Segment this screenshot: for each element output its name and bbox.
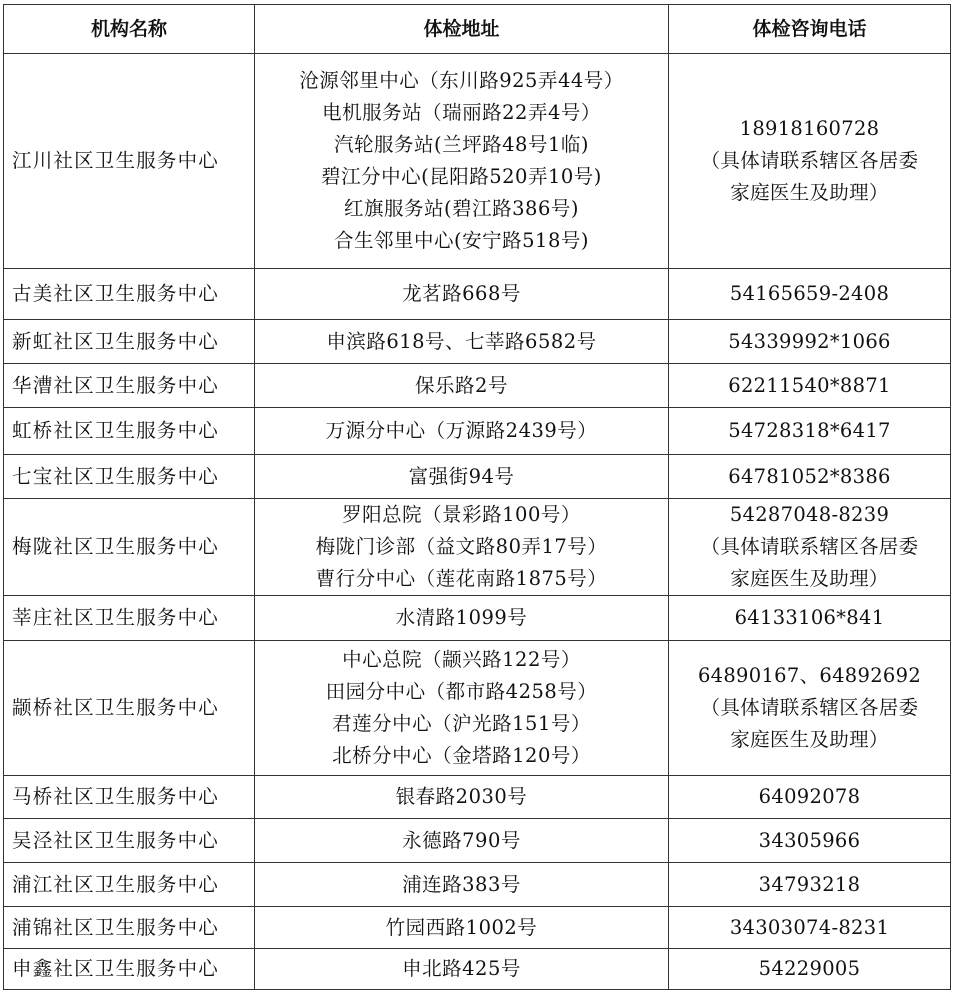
institution-name: 浦锦社区卫生服务中心: [4, 907, 255, 949]
table-row: [4, 320, 951, 364]
consult-phone: [669, 408, 951, 455]
exam-address: [255, 819, 669, 863]
consult-phone: [669, 641, 951, 776]
address-line: 曹行分中心（莲花南路1875号）: [315, 567, 608, 590]
institution-name: 浦江社区卫生服务中心: [4, 863, 255, 907]
phone-line: 54339992*1066: [728, 329, 891, 353]
table-row: [4, 641, 951, 776]
address-line: 罗阳总院（景彩路100号）: [342, 503, 581, 526]
header-name: 机构名称: [4, 5, 255, 54]
address-line: 永德路790号: [402, 828, 521, 852]
address-line: 君莲分中心（沪光路151号）: [332, 712, 591, 735]
address-line: 碧江分中心(昆阳路520弄10号): [321, 165, 602, 188]
phone-line: 34305966: [758, 828, 861, 852]
address-line: 北桥分中心（金塔路120号）: [332, 744, 591, 767]
exam-address: [255, 54, 669, 269]
table-header-row: [4, 5, 951, 54]
institution-name: 马桥社区卫生服务中心: [4, 776, 255, 819]
phone-line: 62211540*8871: [728, 373, 891, 397]
consult-phone: [669, 863, 951, 907]
institution-name: 新虹社区卫生服务中心: [4, 320, 255, 364]
institution-name: 申鑫社区卫生服务中心: [4, 949, 255, 990]
address-line: 保乐路2号: [415, 373, 508, 397]
exam-address: [255, 499, 669, 596]
phone-line: 54287048-8239: [729, 503, 890, 526]
header-phone: 体检咨询电话: [669, 5, 951, 54]
consult-phone: [669, 54, 951, 269]
table-row: [4, 269, 951, 320]
address-line: 浦连路383号: [402, 872, 521, 896]
institution-name: 七宝社区卫生服务中心: [4, 455, 255, 499]
address-line: 中心总院（颛兴路122号）: [342, 648, 581, 671]
address-line: 汽轮服务站(兰坪路48号1临): [334, 133, 589, 156]
exam-address: [255, 776, 669, 819]
consult-phone: [669, 596, 951, 641]
address-line: 竹园西路1002号: [385, 915, 538, 939]
table-body: [4, 54, 951, 990]
phone-line: 34793218: [758, 872, 861, 896]
address-line: 梅陇门诊部（益文路80弄17号）: [315, 535, 608, 558]
exam-address: [255, 408, 669, 455]
phone-line: （具体请联系辖区各居委: [700, 696, 919, 719]
address-line: 沧源邻里中心（东川路925弄44号）: [299, 69, 624, 92]
exam-address: [255, 863, 669, 907]
phone-line: 54728318*6417: [728, 419, 891, 442]
address-line: 万源分中心（万源路2439号）: [325, 419, 598, 442]
consult-phone: [669, 320, 951, 364]
phone-line: 64133106*841: [734, 606, 885, 629]
consult-phone: [669, 819, 951, 863]
table-row: [4, 499, 951, 596]
address-line: 水清路1099号: [395, 606, 528, 629]
exam-address: [255, 455, 669, 499]
institution-name: 莘庄社区卫生服务中心: [4, 596, 255, 641]
address-line: 银春路2030号: [395, 785, 528, 808]
phone-line: 18918160728: [739, 117, 880, 140]
header-address: 体检地址: [255, 5, 669, 54]
exam-address: [255, 269, 669, 320]
table-row: [4, 863, 951, 907]
phone-line: 家庭医生及助理）: [730, 567, 889, 590]
institution-name: 吴泾社区卫生服务中心: [4, 819, 255, 863]
phone-line: 64781052*8386: [728, 464, 891, 488]
phone-line: 64890167、64892692: [697, 664, 922, 687]
table-row: [4, 364, 951, 408]
consult-phone: [669, 949, 951, 990]
table-row: [4, 776, 951, 819]
institution-name: 颛桥社区卫生服务中心: [4, 641, 255, 776]
address-line: 申北路425号: [402, 957, 521, 980]
institution-name: 梅陇社区卫生服务中心: [4, 499, 255, 596]
table-row: [4, 408, 951, 455]
table-row: [4, 596, 951, 641]
consult-phone: [669, 269, 951, 320]
table-row: [4, 819, 951, 863]
consult-phone: [669, 499, 951, 596]
institution-name: 江川社区卫生服务中心: [4, 54, 255, 269]
consult-phone: [669, 907, 951, 949]
consult-phone: [669, 364, 951, 408]
table-row: [4, 54, 951, 269]
exam-address: [255, 364, 669, 408]
address-line: 红旗服务站(碧江路386号): [344, 197, 579, 220]
table-row: [4, 455, 951, 499]
phone-line: 54229005: [758, 957, 861, 980]
phone-line: 34303074-8231: [729, 915, 890, 939]
exam-address: [255, 949, 669, 990]
phone-line: 64092078: [758, 785, 861, 808]
address-line: 合生邻里中心(安宁路518号): [334, 229, 589, 252]
table-row: [4, 949, 951, 990]
exam-address: [255, 641, 669, 776]
address-line: 龙茗路668号: [402, 282, 521, 305]
address-line: 申滨路618号、七莘路6582号: [326, 329, 597, 353]
phone-line: 家庭医生及助理）: [730, 181, 889, 204]
address-line: 电机服务站（瑞丽路22弄4号）: [322, 101, 601, 124]
address-line: 田园分中心（都市路4258号）: [325, 680, 598, 703]
table-row: [4, 907, 951, 949]
phone-line: （具体请联系辖区各居委: [700, 535, 919, 558]
phone-line: （具体请联系辖区各居委: [700, 149, 919, 172]
exam-address: [255, 320, 669, 364]
exam-address: [255, 596, 669, 641]
institution-name: 华漕社区卫生服务中心: [4, 364, 255, 408]
institution-name: 古美社区卫生服务中心: [4, 269, 255, 320]
consult-phone: [669, 455, 951, 499]
phone-line: 54165659-2408: [729, 282, 890, 305]
health-check-table: [3, 4, 951, 990]
institution-name: 虹桥社区卫生服务中心: [4, 408, 255, 455]
address-line: 富强街94号: [408, 464, 515, 488]
consult-phone: [669, 776, 951, 819]
phone-line: 家庭医生及助理）: [730, 728, 889, 751]
exam-address: [255, 907, 669, 949]
